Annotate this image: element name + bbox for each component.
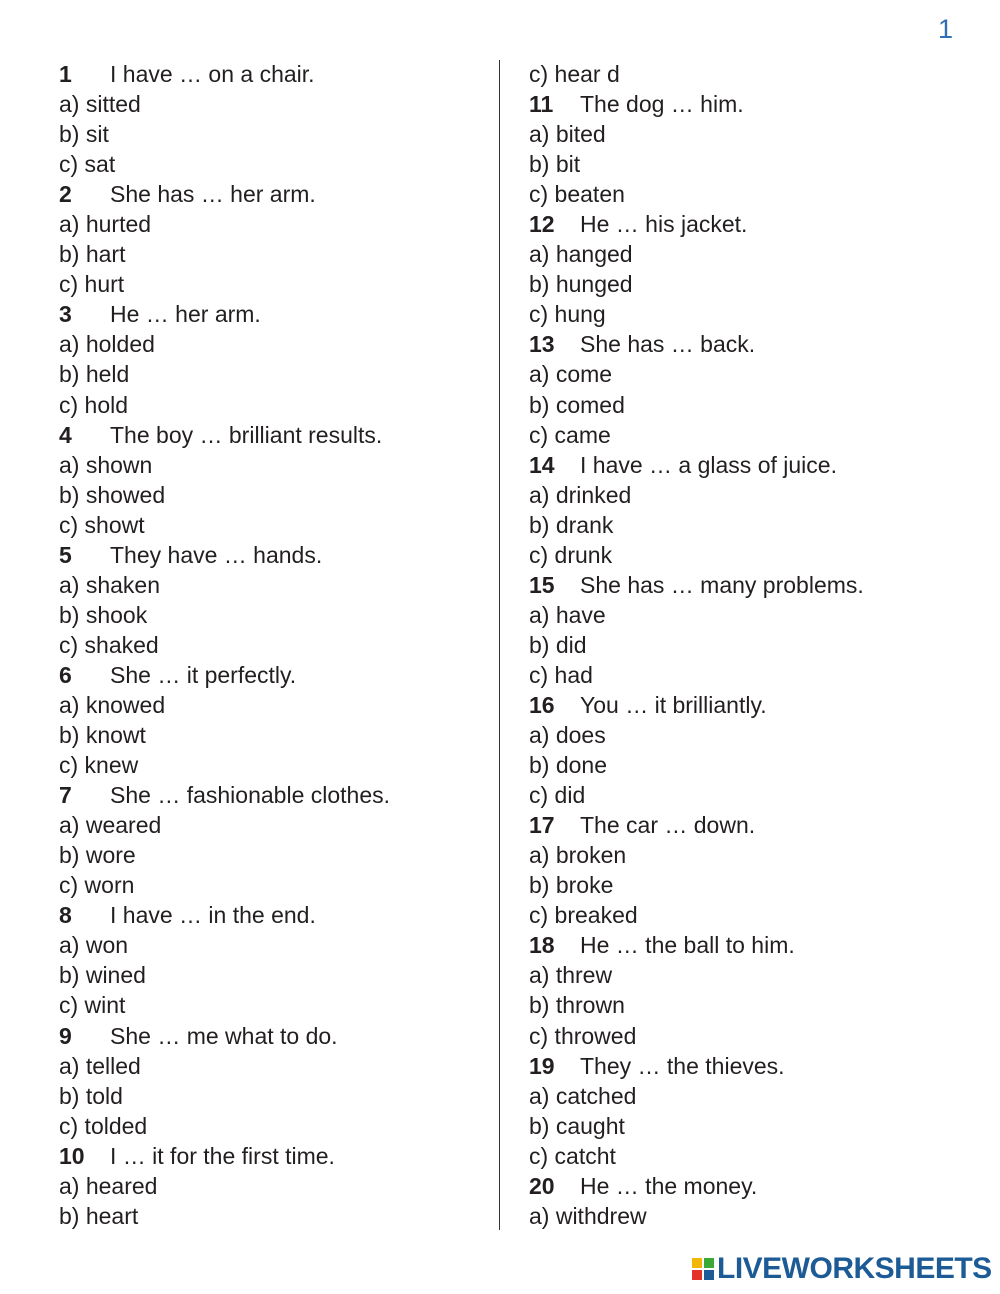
question-number: 4	[59, 421, 72, 448]
option-text: a) hanged	[529, 241, 633, 268]
option-text: b) bit	[529, 151, 581, 178]
question-number: 6	[59, 661, 72, 688]
answer-option	[529, 510, 969, 540]
question-text: He … the ball to him.	[580, 932, 795, 959]
answer-option	[529, 990, 969, 1020]
answer-option	[59, 269, 479, 299]
answer-option	[529, 870, 969, 900]
question-number: 7	[59, 782, 72, 809]
question-number: 14	[529, 451, 555, 478]
option-text: b) caught	[529, 1112, 625, 1139]
answer-option	[529, 59, 969, 89]
question-line	[59, 1021, 479, 1051]
answer-option	[59, 690, 479, 720]
answer-option	[529, 390, 969, 420]
answer-option	[529, 900, 969, 930]
option-text: b) hunged	[529, 271, 633, 298]
question-line	[529, 1171, 969, 1201]
option-text: b) shook	[59, 601, 148, 628]
question-text: She … it perfectly.	[110, 661, 297, 688]
option-text: b) comed	[529, 391, 625, 418]
question-number: 16	[529, 691, 555, 718]
question-text: He … his jacket.	[580, 211, 748, 238]
answer-option	[529, 299, 969, 329]
option-text: b) heart	[59, 1202, 139, 1229]
answer-option	[59, 359, 479, 389]
question-text: You … it brilliantly.	[580, 691, 767, 718]
question-text: He … her arm.	[110, 301, 261, 328]
answer-option	[529, 1201, 969, 1231]
question-line	[529, 570, 969, 600]
question-number: 9	[59, 1022, 72, 1049]
answer-option	[59, 570, 479, 600]
option-text: b) showed	[59, 481, 166, 508]
answer-option	[59, 840, 479, 870]
answer-option	[529, 840, 969, 870]
question-text: The boy … brilliant results.	[110, 421, 383, 448]
answer-option	[59, 1111, 479, 1141]
question-text: She has … her arm.	[110, 181, 316, 208]
answer-option	[59, 450, 479, 480]
right-column	[529, 59, 969, 1231]
question-line	[59, 1141, 479, 1171]
option-text: a) drinked	[529, 481, 632, 508]
option-text: a) does	[529, 722, 606, 749]
answer-option	[529, 630, 969, 660]
answer-option	[59, 239, 479, 269]
option-text: b) held	[59, 361, 130, 388]
option-text: c) did	[529, 782, 586, 809]
answer-option	[529, 1021, 969, 1051]
question-text: I … it for the first time.	[110, 1142, 335, 1169]
option-text: c) throwed	[529, 1022, 637, 1049]
option-text: a) shaken	[59, 571, 161, 598]
question-line	[529, 329, 969, 359]
answer-option	[59, 510, 479, 540]
question-number: 18	[529, 932, 555, 959]
option-text: b) broke	[529, 872, 614, 899]
question-line	[59, 179, 479, 209]
answer-option	[529, 660, 969, 690]
answer-option	[59, 1201, 479, 1231]
option-text: c) knew	[59, 752, 139, 779]
option-text: c) catcht	[529, 1142, 616, 1169]
option-text: b) wined	[59, 962, 146, 989]
answer-option	[59, 1171, 479, 1201]
question-number: 2	[59, 181, 72, 208]
question-text: He … the money.	[580, 1172, 758, 1199]
option-text: a) hurted	[59, 211, 152, 238]
question-line	[529, 810, 969, 840]
answer-option	[529, 1141, 969, 1171]
option-text: c) hold	[59, 391, 129, 418]
left-column	[59, 59, 479, 1231]
answer-option	[59, 630, 479, 660]
page-number: 1	[938, 14, 954, 44]
option-text: a) holded	[59, 331, 155, 358]
option-text: b) did	[529, 631, 587, 658]
option-text: c) tolded	[59, 1112, 148, 1139]
option-text: c) came	[529, 421, 611, 448]
option-text: a) weared	[59, 812, 162, 839]
question-number: 20	[529, 1172, 555, 1199]
question-line	[59, 59, 479, 89]
answer-option	[529, 359, 969, 389]
answer-option	[59, 329, 479, 359]
option-text: b) hart	[59, 241, 126, 268]
question-number: 8	[59, 902, 72, 929]
answer-option	[59, 1051, 479, 1081]
question-line	[529, 1051, 969, 1081]
option-text: a) shown	[59, 451, 153, 478]
option-text: b) sit	[59, 121, 109, 148]
answer-option	[59, 810, 479, 840]
option-text: a) won	[59, 932, 129, 959]
option-text: c) hear d	[529, 61, 620, 87]
question-text: They have … hands.	[110, 541, 323, 568]
option-text: a) withdrew	[529, 1202, 647, 1229]
option-text: a) sitted	[59, 91, 141, 118]
answer-option	[529, 1111, 969, 1141]
question-line	[59, 420, 479, 450]
option-text: c) had	[529, 661, 593, 688]
answer-option	[529, 239, 969, 269]
answer-option	[529, 780, 969, 810]
option-text: a) broken	[529, 842, 627, 869]
option-text: c) hung	[529, 301, 606, 328]
answer-option	[59, 720, 479, 750]
answer-option	[59, 480, 479, 510]
question-line	[59, 540, 479, 570]
option-text: a) telled	[59, 1052, 141, 1079]
option-text: c) breaked	[529, 902, 638, 929]
question-text: She … me what to do.	[110, 1022, 338, 1049]
option-text: a) catched	[529, 1082, 637, 1109]
question-number: 17	[529, 812, 555, 839]
answer-option	[529, 269, 969, 299]
option-text: c) drunk	[529, 541, 613, 568]
option-text: a) come	[529, 361, 613, 388]
answer-option	[529, 480, 969, 510]
option-text: c) beaten	[529, 181, 625, 208]
answer-option	[59, 390, 479, 420]
question-line	[529, 930, 969, 960]
question-number: 11	[529, 91, 554, 118]
option-text: c) wint	[59, 992, 126, 1019]
answer-option	[529, 720, 969, 750]
logo-text: LIVEWORKSHEETS	[717, 1252, 992, 1285]
answer-option	[529, 600, 969, 630]
answer-option	[59, 930, 479, 960]
answer-option	[529, 960, 969, 990]
option-text: b) told	[59, 1082, 123, 1109]
option-text: b) knowt	[59, 722, 146, 749]
question-number: 13	[529, 331, 555, 358]
answer-option	[59, 1081, 479, 1111]
answer-option	[59, 960, 479, 990]
answer-option	[59, 600, 479, 630]
question-text: She has … back.	[580, 331, 756, 358]
option-text: b) wore	[59, 842, 136, 869]
answer-option	[59, 750, 479, 780]
question-text: The dog … him.	[580, 91, 744, 118]
answer-option	[529, 119, 969, 149]
answer-option	[59, 870, 479, 900]
question-line	[529, 690, 969, 720]
question-line	[59, 299, 479, 329]
answer-option	[59, 990, 479, 1020]
answer-option	[529, 179, 969, 209]
answer-option	[59, 89, 479, 119]
question-text: I have … on a chair.	[110, 61, 315, 87]
answer-option	[59, 209, 479, 239]
answer-option	[59, 119, 479, 149]
option-text: a) bited	[529, 121, 606, 148]
question-text: She … fashionable clothes.	[110, 782, 391, 809]
answer-option	[529, 750, 969, 780]
question-line	[529, 89, 969, 119]
answer-option	[59, 149, 479, 179]
answer-option	[529, 1081, 969, 1111]
question-text: I have … in the end.	[110, 902, 316, 929]
option-text: b) thrown	[529, 992, 625, 1019]
question-number: 15	[529, 571, 555, 598]
option-text: a) have	[529, 601, 606, 628]
answer-option	[529, 540, 969, 570]
question-number: 12	[529, 211, 555, 238]
option-text: a) knowed	[59, 691, 166, 718]
option-text: a) threw	[529, 962, 613, 989]
question-text: The car … down.	[580, 812, 756, 839]
question-line	[529, 209, 969, 239]
option-text: c) worn	[59, 872, 135, 899]
question-text: I have … a glass of juice.	[580, 451, 837, 478]
option-text: c) shaked	[59, 631, 159, 658]
option-text: b) drank	[529, 511, 614, 538]
question-number: 5	[59, 541, 72, 568]
option-text: c) showt	[59, 511, 145, 538]
liveworksheets-logo-icon	[692, 1258, 714, 1280]
option-text: a) heared	[59, 1172, 158, 1199]
option-text: c) hurt	[59, 271, 125, 298]
question-text: She has … many problems.	[580, 571, 864, 598]
question-line	[59, 780, 479, 810]
question-number: 19	[529, 1052, 555, 1079]
liveworksheets-logo	[692, 1254, 992, 1284]
option-text: c) sat	[59, 151, 116, 178]
question-number: 10	[59, 1142, 85, 1169]
question-text: They … the thieves.	[580, 1052, 785, 1079]
answer-option	[529, 420, 969, 450]
question-line	[529, 450, 969, 480]
question-number: 1	[59, 61, 72, 87]
question-number: 3	[59, 301, 72, 328]
option-text: b) done	[529, 752, 608, 779]
question-line	[59, 900, 479, 930]
question-line	[59, 660, 479, 690]
column-divider	[499, 60, 500, 1230]
answer-option	[529, 149, 969, 179]
